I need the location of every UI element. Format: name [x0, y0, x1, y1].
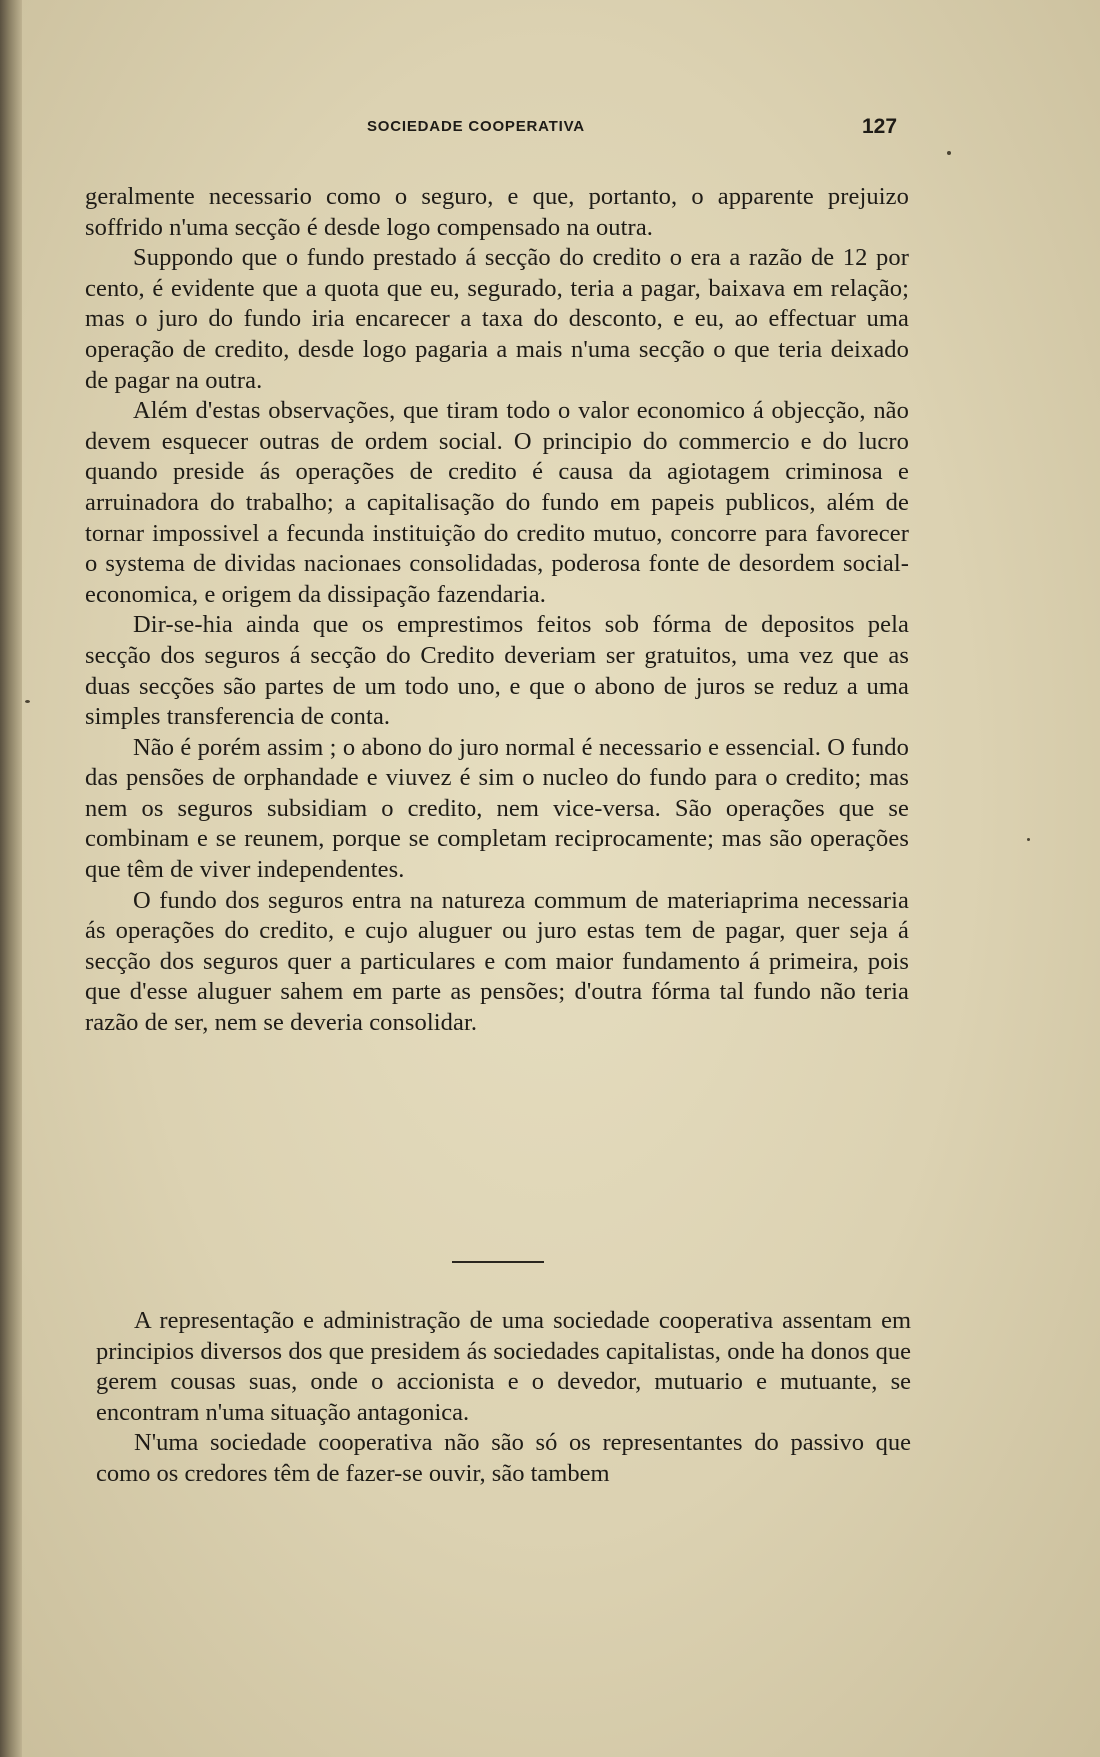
paragraph: geralmente necessario como o seguro, e que, portanto, o apparente prejuizo soffrido n'uma secção é desde logo compensado na outra. [85, 183, 909, 241]
main-text [85, 182, 909, 1039]
running-title: SOCIEDADE COOPERATIVA [367, 118, 585, 135]
paragraph: O fundo dos seguros entra na natureza commum de materiaprima necessaria ás operações do credito, e cujo aluguer ou juro estas tem de pagar, quer seja á secção dos seguros quer a particulares e com maior fundamento á primeira, pois que d'esse aluguer sahem em parte as pensões; d'outra fórma tal fundo não teria razão de ser, nem se deveria consolidar. [85, 886, 909, 1037]
paragraph: A representação e administração de uma sociedade cooperativa assentam em principios diversos dos que presidem ás sociedades capitalistas, onde ha donos que gerem cousas suas, onde o accionista e o devedor, mutuario e mutuante, se encontram n'uma situação antagonica. [96, 1307, 911, 1426]
paragraph: N'uma sociedade cooperativa não são só os representantes do passivo que como os credores têm de fazer-se ouvir, são tambem [96, 1429, 911, 1487]
paragraph: Suppondo que o fundo prestado á secção do credito o era a razão de 12 por cento, é evidente que a quota que eu, segurado, teria a pagar, baixava em relação; mas o juro do fundo iria encarecer a taxa do desconto, e eu, ao effectuar uma operação de credito, desde logo pagaria a mais n'uma secção o que teria deixado de pagar na outra. [85, 244, 909, 394]
page-number: 127 [862, 115, 898, 138]
page-binding-edge [0, 0, 22, 1757]
paper-speck [947, 151, 951, 155]
paragraph: Além d'estas observações, que tiram todo o valor economico á objecção, não devem esquecer outras de ordem social. O principio do commercio e do lucro quando preside ás operações de credito é causa da agiotagem criminosa e arruinadora do trabalho; a capitalisação do fundo em papeis publicos, além de tornar impossivel a fecunda instituição do credito mutuo, concorre para favorecer o systema de dividas nacionaes consolidadas, poderosa fonte de desordem social-economica, e origem da dissipação fazendaria. [85, 397, 909, 608]
section-divider-rule [452, 1261, 544, 1263]
next-section-text [96, 1306, 911, 1490]
running-header [0, 115, 1100, 142]
paragraph: Não é porém assim ; o abono do juro normal é necessario e essencial. O fundo das pensões de orphandade e viuvez é sim o nucleo do fundo para o credito; mas nem os seguros subsidiam o credito, nem vice-versa. São operações que se combinam e se reunem, porque se completam reciprocamente; mas são operações que têm de viver independentes. [85, 733, 909, 884]
paper-speck [1027, 838, 1030, 841]
paper-speck [25, 700, 30, 703]
paragraph: Dir-se-hia ainda que os emprestimos feitos sob fórma de depositos pela secção dos seguros á secção do Credito deveriam ser gratuitos, uma vez que as duas secções são partes de um todo uno, e que o abono de juros se reduz a uma simples transferencia de conta. [85, 611, 909, 731]
